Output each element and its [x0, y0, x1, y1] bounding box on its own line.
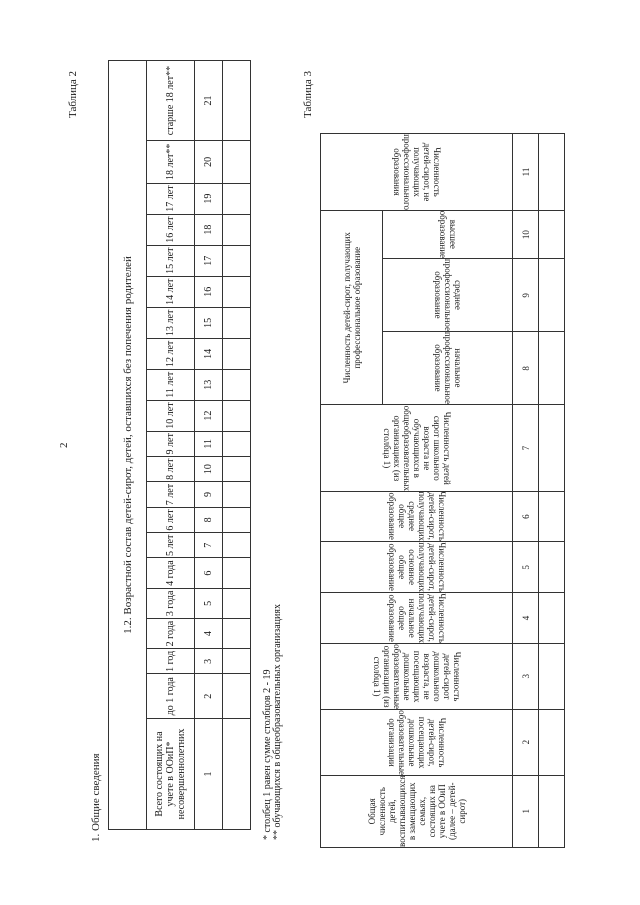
- t2-cell[interactable]: [223, 588, 251, 618]
- t2-cell[interactable]: [223, 245, 251, 276]
- t3-col6: Численность детей-сирот, получающих среднее общее образование: [321, 491, 513, 542]
- t3-cell[interactable]: [539, 542, 565, 593]
- t3-colnum-3: 3: [513, 643, 539, 709]
- t2-cell[interactable]: [223, 618, 251, 648]
- t2-cell[interactable]: [223, 307, 251, 338]
- t2-cell[interactable]: [223, 456, 251, 481]
- t2-colnum-3: 3: [195, 649, 223, 674]
- t2-cell[interactable]: [223, 276, 251, 307]
- t2-header-11: 9 лет: [147, 431, 195, 456]
- t3-col7: Численность детей сирот школьного возраста не обучающихся в общеобразовательных организациях (из столбца 1): [321, 405, 513, 491]
- t3-cell[interactable]: [539, 259, 565, 332]
- t2-header-13: 11 лет: [147, 369, 195, 400]
- t2-cell[interactable]: [223, 338, 251, 369]
- t2-cell[interactable]: [223, 431, 251, 456]
- t2-header-3: 1 год: [147, 649, 195, 674]
- t3-colnum-10: 10: [513, 210, 539, 258]
- t3-col3: Численность детей-сирот дошкольного возраста, не посещающих дошкольные образовательные организации (из столбца 1): [321, 643, 513, 709]
- t2-header-10: 8 лет: [147, 456, 195, 481]
- t2-header-20: 18 лет**: [147, 141, 195, 183]
- t3-cell[interactable]: [539, 332, 565, 405]
- t2-cell[interactable]: [223, 558, 251, 588]
- t2-header-21: старше 18 лет**: [147, 61, 195, 141]
- footnote-2: ** обучающихся в общеобразовательных организациях: [272, 604, 283, 840]
- t2-colnum-9: 9: [195, 482, 223, 507]
- t3-col10: высшее образование: [383, 210, 513, 258]
- t3-cell[interactable]: [539, 709, 565, 775]
- t3-colnum-2: 2: [513, 709, 539, 775]
- t3-colnum-9: 9: [513, 259, 539, 332]
- t3-colnum-11: 11: [513, 134, 539, 211]
- t2-colnum-15: 15: [195, 307, 223, 338]
- t3-colnum-8: 8: [513, 332, 539, 405]
- t2-cell[interactable]: [223, 719, 251, 830]
- t3-col9: среднее профессиональное образование: [383, 259, 513, 332]
- t2-header-1: Всего состоящих на учете в ООиП* несовершеннолетних: [147, 719, 195, 830]
- footnote-1: * столбец 1 равен сумме столбцов 2 - 19: [262, 669, 273, 840]
- t2-header-14: 12 лет: [147, 338, 195, 369]
- t3-cell[interactable]: [539, 593, 565, 644]
- t3-col4: Численность детей-сирот, получающих начальное общее образование: [321, 593, 513, 644]
- t2-header-4: 2 года: [147, 618, 195, 648]
- t3-colnum-7: 7: [513, 405, 539, 491]
- t2-colnum-10: 10: [195, 456, 223, 481]
- t2-cell[interactable]: [223, 649, 251, 674]
- t2-colnum-13: 13: [195, 369, 223, 400]
- t2-colnum-17: 17: [195, 245, 223, 276]
- t2-cell[interactable]: [223, 214, 251, 245]
- t3-col1: Общая численность детей, воспитывающихся в замещающих семьях, состоящих на учете в ООиП (далее – детей-сирот): [321, 775, 513, 847]
- t2-header-16: 14 лет: [147, 276, 195, 307]
- t2-cell[interactable]: [223, 369, 251, 400]
- table3-caption: Таблица 3: [302, 70, 314, 118]
- t2-header-19: 17 лет: [147, 183, 195, 214]
- t3-col2: Численность детей-сирот, посещающих дошкольные образовательные организации: [321, 709, 513, 775]
- t2-header-2: до 1 года: [147, 674, 195, 719]
- t3-col8: начальное профессиональное образование: [383, 332, 513, 405]
- t2-colnum-11: 11: [195, 431, 223, 456]
- t2-colnum-18: 18: [195, 214, 223, 245]
- t2-cell[interactable]: [223, 482, 251, 507]
- t2-colnum-20: 20: [195, 141, 223, 183]
- t2-colnum-6: 6: [195, 558, 223, 588]
- t2-colnum-8: 8: [195, 507, 223, 532]
- t2-cell[interactable]: [223, 61, 251, 141]
- t2-cell[interactable]: [223, 400, 251, 431]
- t3-cell[interactable]: [539, 775, 565, 847]
- t2-header-18: 16 лет: [147, 214, 195, 245]
- t2-colnum-16: 16: [195, 276, 223, 307]
- t2-header-8: 6 лет: [147, 507, 195, 532]
- t3-col11: Численность детей-сирот, не получающих профессионального образования: [321, 134, 513, 211]
- t3-cell[interactable]: [539, 405, 565, 491]
- t2-header-12: 10 лет: [147, 400, 195, 431]
- t2-colnum-1: 1: [195, 719, 223, 830]
- t2-colnum-19: 19: [195, 183, 223, 214]
- t2-header-9: 7 лет: [147, 482, 195, 507]
- section-title: 1. Общие сведения: [90, 753, 102, 842]
- t3-col5: Численность детей-сирот, получающих основное общее образование: [321, 542, 513, 593]
- t2-colnum-21: 21: [195, 61, 223, 141]
- t3-group: Численность детей-сирот, получающих профессиональное образование: [321, 210, 383, 404]
- t2-colnum-2: 2: [195, 674, 223, 719]
- t3-cell[interactable]: [539, 643, 565, 709]
- t2-cell[interactable]: [223, 141, 251, 183]
- page-number: 2: [58, 442, 70, 448]
- t3-cell[interactable]: [539, 491, 565, 542]
- t2-header-5: 3 года: [147, 588, 195, 618]
- t3-cell[interactable]: [539, 134, 565, 211]
- table2-caption: Таблица 2: [67, 70, 79, 118]
- t2-cell[interactable]: [223, 507, 251, 532]
- t2-colnum-12: 12: [195, 400, 223, 431]
- t2-colnum-7: 7: [195, 533, 223, 558]
- t3-cell[interactable]: [539, 210, 565, 258]
- t2-cell[interactable]: [223, 533, 251, 558]
- table2: [108, 60, 251, 830]
- t2-cell[interactable]: [223, 183, 251, 214]
- table3: [320, 134, 565, 848]
- t3-colnum-1: 1: [513, 775, 539, 847]
- t2-header-17: 15 лет: [147, 245, 195, 276]
- t2-header-15: 13 лет: [147, 307, 195, 338]
- t2-header-6: 4 года: [147, 558, 195, 588]
- t2-cell[interactable]: [223, 674, 251, 719]
- t3-colnum-6: 6: [513, 491, 539, 542]
- t2-header-7: 5 лет: [147, 533, 195, 558]
- t3-colnum-4: 4: [513, 593, 539, 644]
- t2-colnum-5: 5: [195, 588, 223, 618]
- t2-colnum-14: 14: [195, 338, 223, 369]
- t2-colnum-4: 4: [195, 618, 223, 648]
- table2-subsection: 1.2. Возрастной состав детей-сирот, детей, оставшихся без попечения родителей: [109, 61, 147, 830]
- t3-colnum-5: 5: [513, 542, 539, 593]
